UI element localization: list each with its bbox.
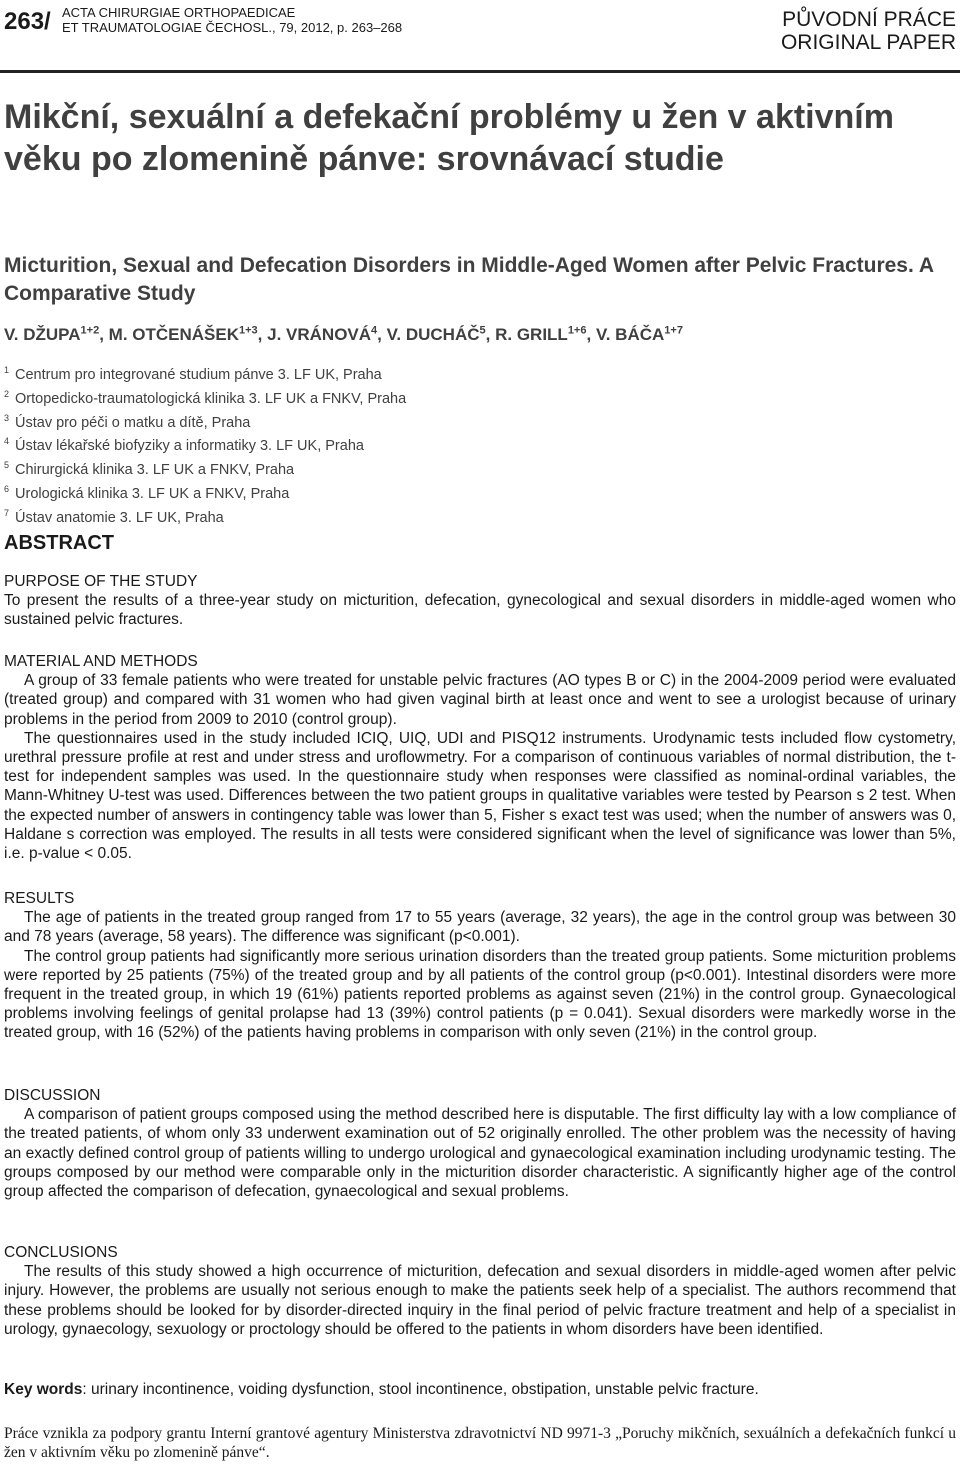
journal-name [62,5,402,35]
author: V. DUCHÁČ$^5$, [386,324,496,344]
section-type [781,8,956,54]
conclusions-text: The results of this study showed a high occurrence of micturition, defecation and sexual disorders in middle-aged women after pelvic injury. However, the problems are usually not serious enough to make the patients seek help of a specialist. The authors recommend that these problems should be looked for by disorder-directed inquiry in the final period of pelvic fracture treatment and help of a specialist in urology, gynaecology, sexuology or proctology should be offered to the patients in whom disorders have been identified. [4,1263,956,1338]
affiliation-item: $^1$ Centrum pro integrované studium pánve 3. LF UK, Praha [4,365,382,383]
results-text-2: The control group patients had significantly more serious urination disorders than the treated group patients. Some micturition problems were reported by 25 patients (75%) of the treated group and by all patients of the control group (p<0.001). Intestinal disorders were more frequent in the treated group, in which 19 (61%) patients reported problems as against seven (21%) in the control group. Gynaecological problems involving feelings of genital prolapse had 13 (39%) control patients (p = 0.041). Sexual disorders were markedly worse in the treated group, with 16 (52%) of the patients having problems in comparison with only seven (21%) in the control group. [4,947,956,1042]
article-title-czech: Mikční, sexuální a defekační problémy u žen v aktivním věku po zlomenině pánve: srovnávací studie [4,98,894,178]
author: V. $DŽUPA^{1+2}$, [4,324,109,344]
author: M. $OTČENÁŠEK^{1+3}$, [108,324,268,344]
abstract-results [4,889,956,1043]
affiliation-item: $^2$ Ortopedicko-traumatologická klinika 3. LF UK a FNKV, Praha [4,388,407,407]
methods-text-2: The questionnaires used in the study included ICIQ, UIQ, UDI and PISQ12 instruments. Urodynamic tests included flow cystometry, urethral pressure profile at rest and under stress and uroflowmetry. For a comparison of continuous variables of normal distribution, the t-test for independent samples was used. In the questionnaire study when responses were classified as nominal-ordinal variables, the Mann-Whitney U-test was used. Differences between the two patient groups in qualitative variables were tested by Pearson s 2 test. When the expected number of answers in contingency table was lower than 5, Fisher s exact test was used; when the number of answers was 0, Haldane s correction was employed. The results in all tests were considered significant when the level of significance was lower than 5%, i.e. p-value < 0.05. [4,729,956,863]
article-title-english: Micturition, Sexual and Defecation Disorders in Middle-Aged Women after Pelvic Fractures. A Comparative Study [4,254,934,305]
conclusions-heading: CONCLUSIONS [4,1244,118,1261]
author-list [4,324,683,345]
affiliation-list [4,361,406,528]
abstract-discussion [4,1086,956,1201]
methods-text-1: A group of 33 female patients who were treated for unstable pelvic fractures (AO types B or C) in the 2004-2009 period were evaluated (treated group) and compared with 31 women who had given vaginal birth at least once and went to see a urologist because of urinary problems in the period from 2009 to 2010 (control group). [4,672,956,728]
header-rule [0,70,960,73]
affiliation-item: $^5$ Chirurgická klinika 3. LF UK a FNKV, Praha [4,460,295,479]
author: J. VRÁNOVÁ$^4$, [267,324,387,344]
affiliation-item: $^4$ Ústav lékařské biofyziky a informatiky 3. LF UK, Praha [4,436,364,455]
discussion-text: A comparison of patient groups composed using the method described here is disputable. The first difficulty lay with a low compliance of the treated patients, of whom only 33 underwent examination out of 52 originally enrolled. The other problem was the necessity of having an exactly defined control group of patients willing to undergo urological and gynaecological examination including urodynamic testing. The groups composed by our method were comparable only in the micturition disorder characteristic. A significantly higher age of the control group affected the comparison of defecation, gynaecological and sexual problems. [4,1106,956,1201]
author: R. $GRILL^{1+6}$, [495,324,596,344]
discussion-heading: DISCUSSION [4,1087,101,1104]
author: V. $BÁČA^{1+7}$ [595,324,683,344]
abstract-purpose [4,572,956,630]
methods-heading: MATERIAL AND METHODS [4,653,198,670]
affiliation-item: $^7$ Ústav anatomie 3. LF UK, Praha [4,507,224,526]
affiliation-item: $^3$ Ústav pro péči o matku a dítě, Praha [4,412,251,431]
abstract-heading: ABSTRACT [4,532,114,554]
affiliation-item: $^6$ Urologická klinika 3. LF UK a FNKV, Praha [4,484,290,502]
results-heading: RESULTS [4,890,75,907]
page-number: 263/ [4,8,51,35]
results-text-1: The age of patients in the treated group ranged from 17 to 55 years (average, 32 years), the age in the control group was between 30 and 78 years (average, 58 years). The difference was significant (p<0.001). [4,909,956,946]
abstract-conclusions [4,1243,956,1339]
page-header [0,0,960,62]
journal-line-2: ET TRAUMATOLOGIAE ČECHOSL., 79, 2012, p. 263–268 [62,20,403,35]
purpose-heading: PURPOSE OF THE STUDY [4,573,198,590]
section-type-en: ORIGINAL PAPER [780,31,956,54]
journal-line-1: ACTA CHIRURGIAE ORTHOPAEDICAE [62,5,296,20]
keywords-label: Key words [4,1381,83,1398]
abstract-methods [4,652,956,863]
keywords [4,1381,759,1399]
grant-footnote: Práce vznikla za podpory grantu Interní grantové agentury Ministerstva zdravotnictví ND 9971-3 „Poruchy mikčních, sexuálních a defekačních funkcí u žen v aktivním věku po zlomenině pánve“. [4,1425,956,1461]
keywords-text: : urinary incontinence, voiding dysfunction, stool incontinence, obstipation, unstable pelvic fracture. [82,1381,759,1398]
section-type-cz: PŮVODNÍ PRÁCE [782,8,956,31]
purpose-text: To present the results of a three-year study on micturition, defecation, gynecological and sexual disorders in middle-aged women who sustained pelvic fractures. [4,592,956,629]
